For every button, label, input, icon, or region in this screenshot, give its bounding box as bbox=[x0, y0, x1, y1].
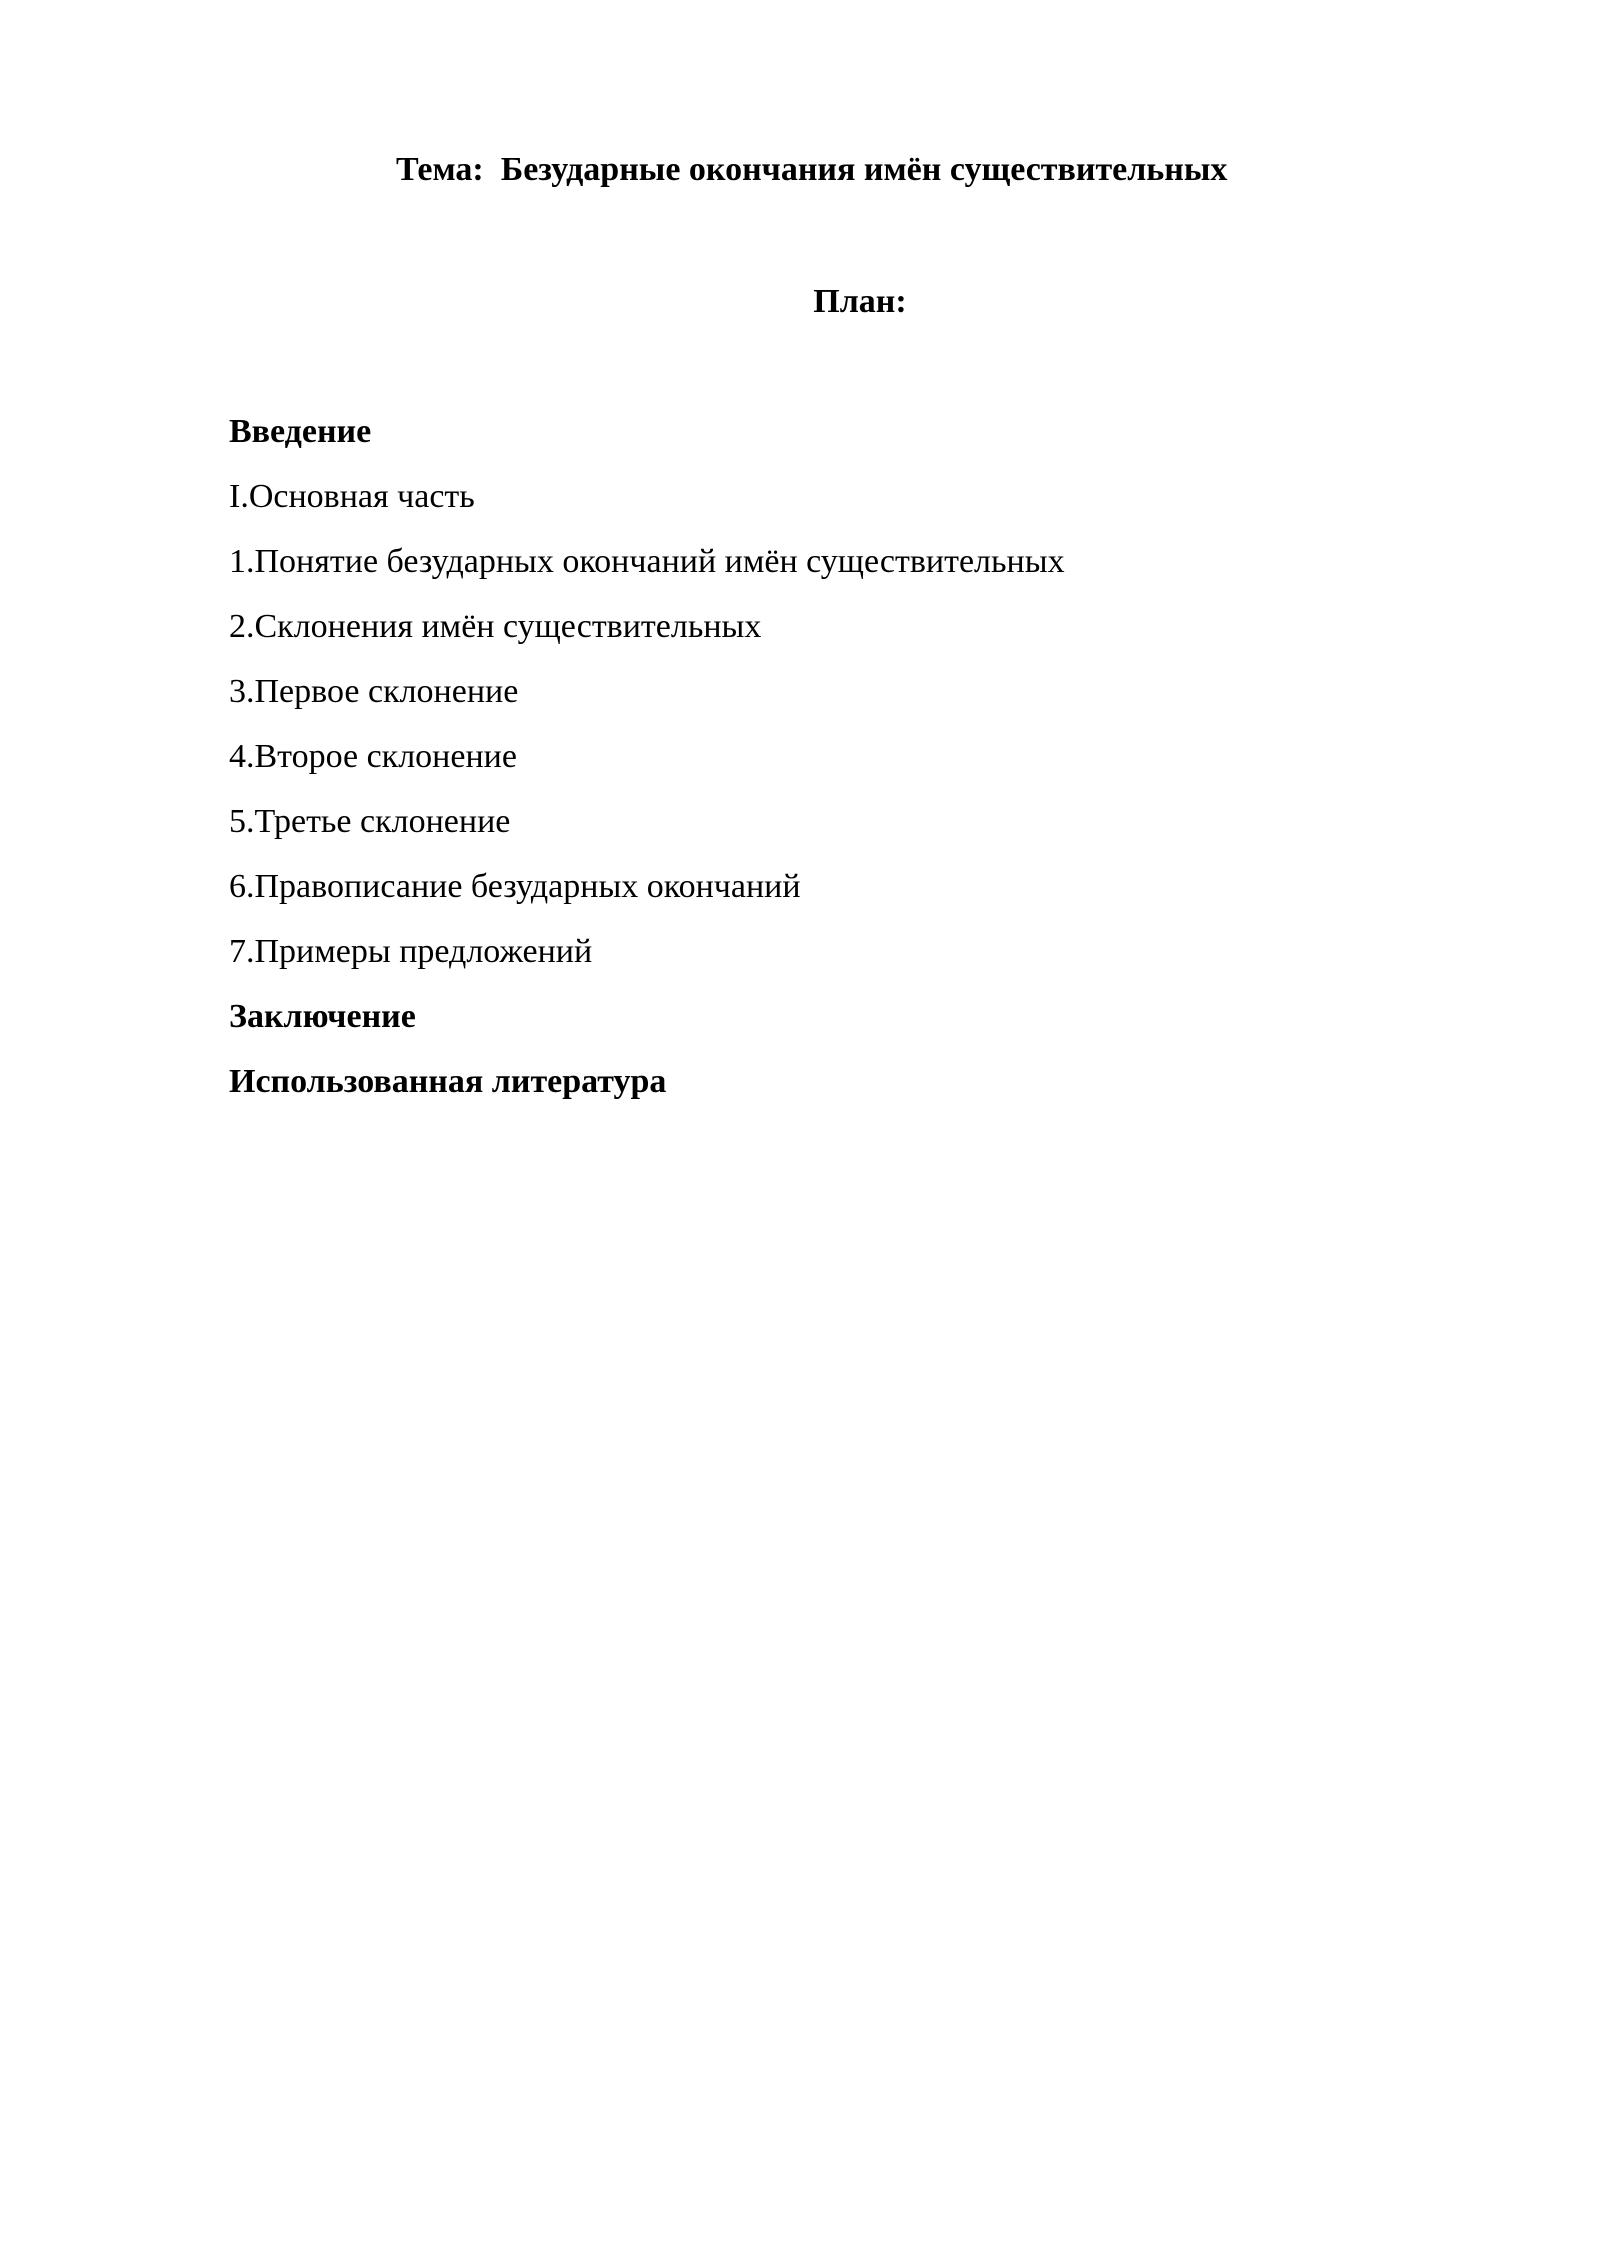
plan-item-3: 3.Первое склонение bbox=[229, 673, 519, 710]
plan-item-1: 1.Понятие безударных окончаний имён существительных bbox=[229, 543, 1065, 580]
plan-heading: План: bbox=[813, 283, 907, 320]
plan-item-introduction: Введение bbox=[229, 413, 372, 450]
plan-item-5: 5.Третье склонение bbox=[229, 803, 511, 840]
plan-item-conclusion: Заключение bbox=[229, 998, 416, 1035]
plan-list bbox=[229, 412, 1065, 1127]
plan-item-6: 6.Правописание безударных окончаний bbox=[229, 868, 801, 905]
document-topic: Тема: Безударные окончания имён существительных bbox=[396, 151, 1228, 188]
plan-item-2: 2.Склонения имён существительных bbox=[229, 608, 762, 645]
plan-item-main-part: I.Основная часть bbox=[229, 478, 475, 515]
plan-item-4: 4.Второе склонение bbox=[229, 738, 517, 775]
plan-item-7: 7.Примеры предложений bbox=[229, 933, 593, 970]
plan-item-references: Использованная литература bbox=[229, 1063, 667, 1100]
